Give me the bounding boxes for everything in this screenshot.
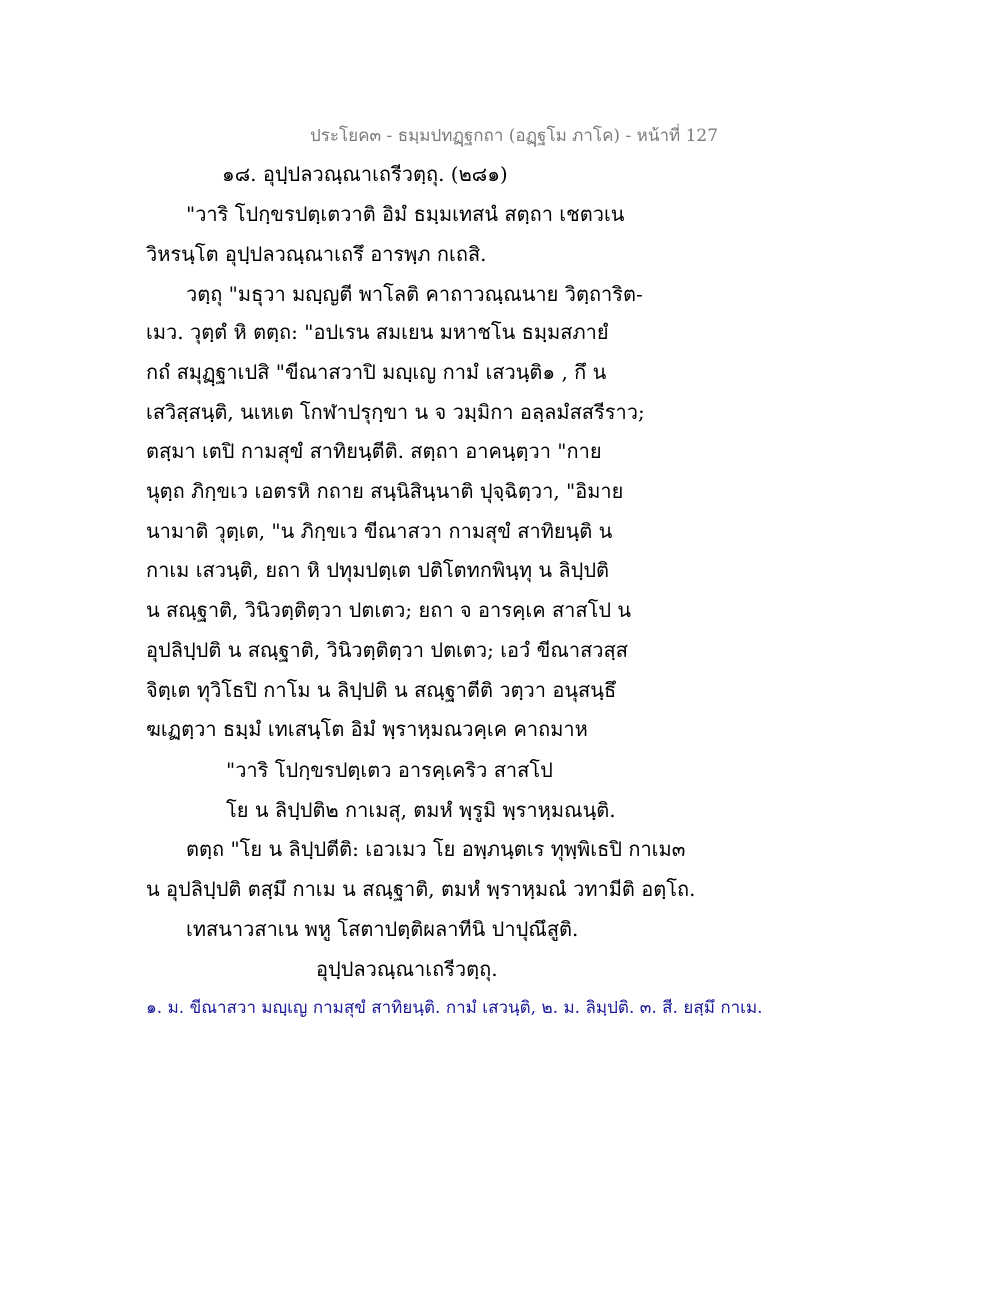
body-line: ตตฺถ "โย น ลิปฺปตีติ: เอวเมว โย อพฺภนฺตเร ทุพฺพิเธปิ กาเม๓ bbox=[186, 837, 686, 861]
body-line: น อุปลิปฺปติ ตสฺมึ กาเม น สณฺฐาติ, ตมหํ พฺราหฺมณํ วทามีติ อตฺโถ. bbox=[146, 877, 696, 901]
body-line: เทสนาวสาเน พหู โสตาปตฺติผลาทีนิ ปาปุณึสูติ. bbox=[186, 917, 579, 941]
body-line: ฆเฏตฺวา ธมฺมํ เทเสนฺโต อิมํ พฺราหฺมณวคฺเค คาถมาห bbox=[146, 717, 588, 741]
verse-line: โย น ลิปฺปติ๒ กาเมสุ, ตมหํ พฺรูมิ พฺราหฺมณนฺติ. bbox=[226, 798, 616, 822]
body-line: วตฺถุ "มธุวา มญฺญตี พาโลติ คาถาวณฺณนาย วิตฺถาริต- bbox=[186, 282, 643, 306]
body-line: เมว. วุตฺตํ หิ ตตฺถ: "อปเรน สมเยน มหาชโน ธมฺมสภายํ bbox=[146, 320, 609, 344]
body-line: "วาริ โปกฺขรปตฺเตวาติ อิมํ ธมฺมเทสนํ สตฺถา เชตวเน bbox=[186, 202, 625, 226]
body-line: กาเม เสวนฺติ, ยถา หิ ปทุมปตฺเต ปติโตทกพินฺทุ น ลิปฺปติ bbox=[146, 558, 610, 582]
verse-line: "วาริ โปกฺขรปตฺเตว อารคฺเคริว สาสโป bbox=[226, 758, 553, 782]
body-line: กถํ สมุฏฺฐาเปสิ "ขีณาสวาปิ มญฺเญ กามํ เสวนฺติ๑ , กึ น bbox=[146, 360, 607, 384]
page-header: ประโยค๓ - ธมฺมปทฏฺฐกถา (อฏฺฐโม ภาโค) - หน้าที่ 127 bbox=[310, 126, 719, 146]
body-line: วิหรนฺโต อุปฺปลวณฺณาเถรึ อารพฺภ กเถสิ. bbox=[146, 242, 487, 266]
footnote: ๑. ม. ขีณาสวา มญฺเญ กามสุขํ สาทิยนฺติ. กามํ เสวนฺติ, ๒. ม. ลิมฺปติ. ๓. สี. ยสฺมึ กาเม. bbox=[146, 998, 763, 1018]
body-line: เสวิสฺสนฺติ, นเหเต โกฬาปรุกฺขา น จ วมฺมิกา อลฺลมํสสรีราว; bbox=[146, 400, 645, 424]
section-title: ๑๘. อุปฺปลวณฺณาเถรีวตฺถุ. (๒๘๑) bbox=[222, 162, 508, 186]
body-line: อุปลิปฺปติ น สณฺฐาติ, วินิวตฺติตฺวา ปตเตว; เอวํ ขีณาสวสฺส bbox=[146, 638, 628, 662]
body-line: จิตฺเต ทุวิโธปิ กาโม น ลิปฺปติ น สณฺฐาตีติ วตฺวา อนุสนฺธึ bbox=[146, 678, 617, 702]
body-line: นามาติ วุตฺเต, "น ภิกฺขเว ขีณาสวา กามสุขํ สาทิยนฺติ น bbox=[146, 519, 613, 543]
body-line: น สณฺฐาติ, วินิวตฺติตฺวา ปตเตว; ยถา จ อารคฺเค สาสโป น bbox=[146, 598, 632, 622]
closing-title: อุปฺปลวณฺณาเถรีวตฺถุ. bbox=[316, 957, 498, 981]
body-line: นุตฺถ ภิกฺขเว เอตรหิ กถาย สนฺนิสินฺนาติ ปุจฺฉิตฺวา, "อิมาย bbox=[146, 479, 624, 503]
body-line: ตสฺมา เตปิ กามสุขํ สาทิยนฺตีติ. สตฺถา อาคนฺตฺวา "กาย bbox=[146, 439, 602, 463]
